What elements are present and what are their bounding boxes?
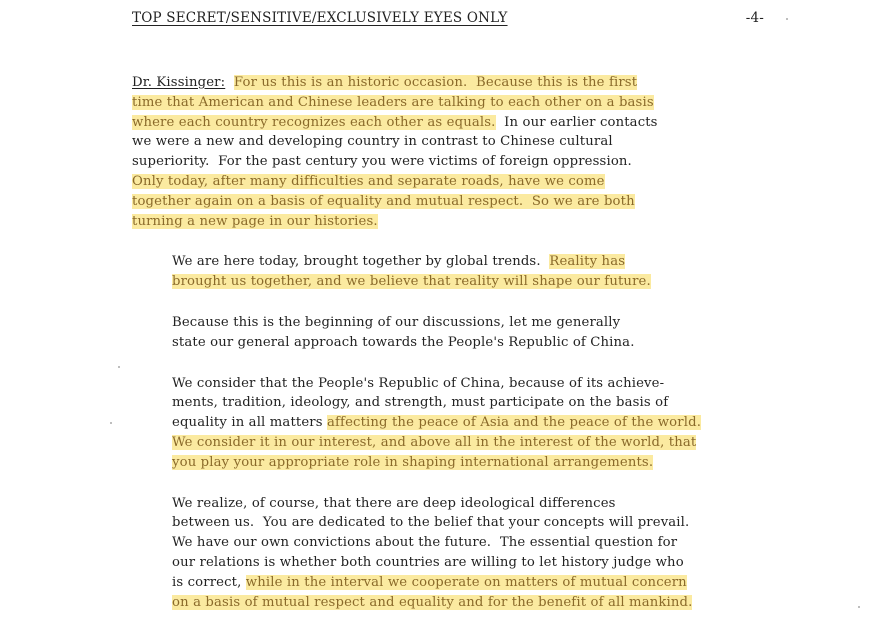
highlighted-text: time that American and Chinese leaders are talking to each other on a basis (132, 94, 654, 110)
text-segment: we were a new and developing country in contrast to Chinese cultural (132, 134, 613, 150)
highlighted-text: you play your appropriate role in shaping international arrangements. (172, 454, 654, 470)
text-line (132, 192, 832, 212)
text-line (172, 272, 832, 292)
highlighted-text: on a basis of mutual respect and equality and for the benefit of all mankind. (172, 594, 693, 610)
paragraph (132, 313, 832, 353)
highlighted-text: brought us together, and we believe that reality will shape our future. (172, 274, 651, 290)
paragraph (132, 374, 832, 473)
highlighted-text: where each country recognizes each other as equals. (132, 114, 496, 130)
text-line (172, 553, 832, 573)
highlighted-text: while in the interval we cooperate on matters of mutual concern (245, 574, 687, 590)
text-line (172, 593, 832, 613)
text-line (172, 513, 832, 533)
scan-speck (786, 18, 788, 20)
text-segment: state our general approach towards the People's Republic of China. (172, 334, 635, 350)
highlighted-text: We consider it in our interest, and above all in the interest of the world, that (172, 434, 697, 450)
text-segment (225, 75, 234, 90)
text-segment: between us. You are dedicated to the belief that your concepts will prevail. (172, 515, 690, 531)
paragraph (132, 494, 832, 613)
paragraph (132, 252, 832, 292)
text-segment: equality in all matters (172, 415, 328, 431)
text-line (172, 333, 832, 353)
text-line (132, 152, 832, 172)
text-line (172, 433, 832, 453)
paragraph (132, 73, 832, 231)
text-line (172, 533, 832, 553)
text-line (172, 313, 832, 333)
highlighted-text: Reality has (549, 254, 626, 270)
highlighted-text: For us this is an historic occasion. Because this is the first (233, 75, 638, 90)
classification-marking: TOP SECRET/SENSITIVE/EXCLUSIVELY EYES ONLY (132, 10, 508, 26)
text-segment: We consider that the People's Republic of China, because of its achieve- (172, 375, 665, 391)
text-segment: is correct, (172, 574, 246, 590)
document-body (132, 73, 832, 633)
text-line (132, 172, 832, 192)
speaker-name: Dr. Kissinger: (132, 75, 226, 90)
text-line (172, 453, 832, 473)
highlighted-text: affecting the peace of Asia and the peace of the world. (327, 415, 702, 431)
text-segment: We realize, of course, that there are deep ideological differences (172, 495, 616, 511)
text-line (172, 494, 832, 514)
text-segment: We have our own convictions about the future. The essential question for (172, 535, 678, 551)
scan-speck (858, 606, 860, 608)
page-number: -4- (745, 10, 764, 26)
text-line (132, 212, 832, 232)
text-line (132, 132, 832, 152)
text-segment: our relations is whether both countries are willing to let history judge who (172, 554, 684, 570)
text-segment: In our earlier contacts (495, 114, 658, 130)
text-line (132, 73, 832, 93)
highlighted-text: Only today, after many difficulties and separate roads, have we come (132, 173, 605, 189)
text-line (172, 393, 832, 413)
text-line (172, 374, 832, 394)
text-segment: We are here today, brought together by global trends. (172, 254, 550, 270)
highlighted-text: turning a new page in our histories. (132, 213, 378, 229)
text-segment: ments, tradition, ideology, and strength, must participate on the basis of (172, 395, 669, 411)
highlighted-text: together again on a basis of equality and mutual respect. So we are both (132, 193, 635, 209)
scan-speck (110, 422, 112, 424)
scan-speck (118, 366, 120, 368)
text-line (172, 573, 832, 593)
text-segment: Because this is the beginning of our discussions, let me generally (172, 314, 621, 330)
text-segment: superiority. For the past century you were victims of foreign oppression. (132, 154, 632, 170)
text-line (132, 93, 832, 113)
text-line (172, 413, 832, 433)
text-line (172, 252, 832, 272)
page-header (132, 10, 772, 26)
text-line (132, 113, 832, 133)
